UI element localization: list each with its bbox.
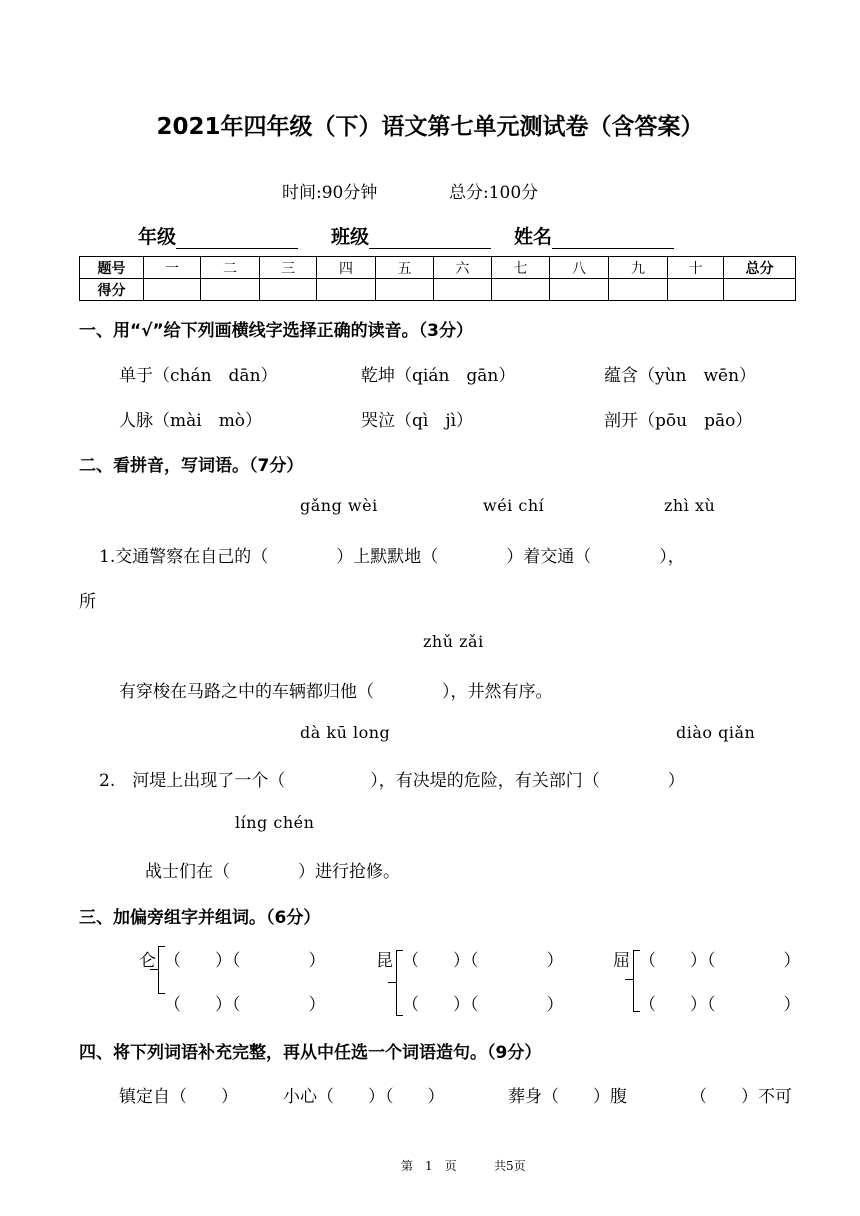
score-input-cell[interactable] (376, 279, 434, 301)
q2-sentence-2b: 战士们在（ ）进行抢修。 (145, 862, 400, 882)
radical-char: 昆 (376, 951, 393, 971)
section-1-heading: 一、用“√”给下列画横线字选择正确的读音。（3分） (79, 321, 474, 341)
grade-blank[interactable] (176, 228, 298, 249)
score-cell: 十 (668, 257, 724, 279)
score-cell: 五 (376, 257, 434, 279)
q1-item: 蕴含（yùn wēn） (604, 366, 757, 386)
idiom-item: （ ）不可 (690, 1087, 792, 1107)
q1-item: 乾坤（qián gān） (361, 366, 516, 386)
section-4-heading: 四、将下列词语补充完整，再从中任选一个词语造句。（9分） (79, 1043, 542, 1063)
score-cell: 题号 (80, 257, 144, 279)
name-blank[interactable] (552, 228, 674, 249)
q1-item: 人脉（mài mò） (119, 411, 263, 431)
idiom-item: 葬身（ ）腹 (508, 1087, 627, 1107)
score-input-cell[interactable] (668, 279, 724, 301)
score-cell: 七 (492, 257, 550, 279)
radical-char: 仑 (139, 951, 156, 971)
answer-slot[interactable]: （ ）（ ） (639, 951, 801, 971)
answer-slot[interactable]: （ ）（ ） (402, 951, 564, 971)
q1-item: 剖开（pōu pāo） (604, 411, 753, 431)
brace-tick (625, 979, 633, 980)
score-input-cell[interactable] (144, 279, 201, 301)
score-cell: 三 (260, 257, 317, 279)
pinyin-prompt: zhì xù (664, 496, 716, 515)
answer-slot[interactable]: （ ）（ ） (639, 995, 801, 1015)
score-input-cell[interactable] (201, 279, 260, 301)
grade-field[interactable] (138, 222, 298, 249)
exam-time: 时间:90分钟 (282, 183, 378, 203)
exam-total-score: 总分:100分 (449, 183, 539, 203)
class-label: 班级 (331, 226, 370, 248)
brace-tick (150, 969, 158, 970)
idiom-item: 小心（ ）（ ） (283, 1087, 445, 1107)
page-number: 第 1 页 (401, 1159, 457, 1173)
section-3-heading: 三、加偏旁组字并组词。（6分） (79, 908, 321, 928)
score-row-label: 得分 (80, 279, 144, 301)
class-field[interactable] (331, 222, 491, 249)
section-2-heading: 二、看拼音，写词语。（7分） (79, 456, 304, 476)
q1-item: 哭泣（qì jì） (361, 411, 474, 431)
score-cell: 一 (144, 257, 201, 279)
pinyin-prompt: wéi chí (483, 496, 545, 515)
score-input-cell[interactable] (492, 279, 550, 301)
page-title: 2021年四年级（下）语文第七单元测试卷（含答案） (156, 114, 704, 140)
grade-label: 年级 (138, 226, 177, 248)
score-input-cell[interactable] (724, 279, 796, 301)
idiom-item: 镇定自（ ） (119, 1087, 238, 1107)
score-input-cell[interactable] (434, 279, 492, 301)
pinyin-prompt: zhǔ zǎi (423, 632, 484, 651)
name-label: 姓名 (514, 226, 553, 248)
answer-slot[interactable]: （ ）（ ） (164, 995, 326, 1015)
score-input-cell[interactable] (609, 279, 668, 301)
q1-item: 单于（chán dān） (119, 366, 278, 386)
q2-sentence-1c: 有穿梭在马路之中的车辆都归他（ ），井然有序。 (119, 682, 553, 702)
score-cell: 六 (434, 257, 492, 279)
pinyin-prompt: diào qiǎn (676, 723, 756, 742)
score-cell: 八 (550, 257, 609, 279)
name-field[interactable] (514, 222, 674, 249)
q2-sentence-1b: 所 (79, 592, 96, 612)
pinyin-prompt: dà kū long (300, 723, 391, 742)
score-table-score-row (80, 279, 796, 301)
score-input-cell[interactable] (317, 279, 376, 301)
pinyin-prompt: líng chén (235, 813, 315, 832)
score-cell: 四 (317, 257, 376, 279)
score-cell: 二 (201, 257, 260, 279)
pinyin-prompt: gǎng wèi (300, 496, 378, 515)
score-input-cell[interactable] (260, 279, 317, 301)
q2-sentence-2a: 2. 河堤上出现了一个（ ），有决堤的危险，有关部门（ ） (99, 771, 685, 791)
radical-char: 屈 (613, 951, 630, 971)
score-input-cell[interactable] (550, 279, 609, 301)
q2-sentence-1a: 1.交通警察在自己的（ ）上默默地（ ）着交通（ ）， (99, 547, 685, 567)
score-table-header-row (80, 257, 796, 279)
brace-tick (388, 982, 396, 983)
score-cell: 总分 (724, 257, 796, 279)
answer-slot[interactable]: （ ）（ ） (164, 951, 326, 971)
score-cell: 九 (609, 257, 668, 279)
page-total: 共5页 (494, 1159, 526, 1173)
score-table (79, 256, 796, 301)
answer-slot[interactable]: （ ）（ ） (402, 995, 564, 1015)
class-blank[interactable] (369, 228, 491, 249)
